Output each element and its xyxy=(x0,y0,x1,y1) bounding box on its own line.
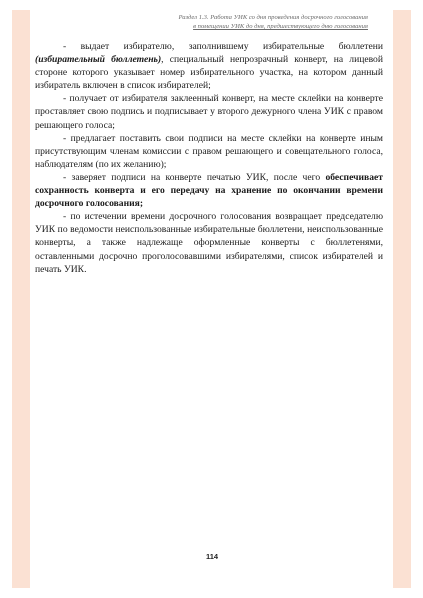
page-number: 114 xyxy=(205,552,219,561)
paragraph-emphasis: (избирательный бюллетень) xyxy=(35,54,162,66)
paragraph-certify-seal xyxy=(35,171,383,210)
paragraph-offer-signatures xyxy=(35,132,383,171)
paragraph-strong: обеспечивает сохранность конверта и его передачу на хранение по окончании времени досрочного голосования; xyxy=(35,171,383,210)
paragraph-text: - по истечении времени досрочного голосования возвращает председателю УИК по ведомости неиспользованные избирательные бюллетени, неиспользованные конверты, а также надлежаще оформленные конверты с бюллетенями, оставленными досрочно проголосовавшими избирателями, список избирателей и печать УИК. xyxy=(35,211,383,275)
header-section-title: Раздел 1.3. Работа УИК со дня проведения досрочного голосования xyxy=(178,14,368,21)
running-header xyxy=(58,13,368,31)
paragraph-text: - предлагает поставить свои подписи на месте склейки на конверте иным присутствующим членам комиссии с правом решающего и совещательного голоса, наблюдателям (по их желанию); xyxy=(35,132,383,170)
header-section-subtitle: в помещении УИК до дня, предшествующего дню голосования xyxy=(193,23,368,30)
paragraph-return-materials xyxy=(35,210,383,275)
paragraph-text: - получает от избирателя заклеенный конверт, на месте склейки на конверте проставляет свою подпись и подписывает у второго дежурного члена УИК с правом решающего голоса; xyxy=(35,93,383,131)
paragraph-text: - заверяет подписи на конверте печатью УИК, после чего xyxy=(63,171,326,183)
paragraph-receive-envelope xyxy=(35,92,383,131)
right-margin-bar xyxy=(393,10,411,588)
left-margin-bar xyxy=(12,10,30,588)
paragraph-text: , специальный непрозрачный конверт, на лицевой стороне которого указывает номер избирательного участка, на котором данный избиратель включен в список избирателей; xyxy=(35,54,383,92)
paragraph-text: - выдает избирателю, заполнившему избирательные бюллетени xyxy=(63,41,383,52)
body-text xyxy=(35,40,383,276)
paragraph-issue-envelope xyxy=(35,40,383,92)
